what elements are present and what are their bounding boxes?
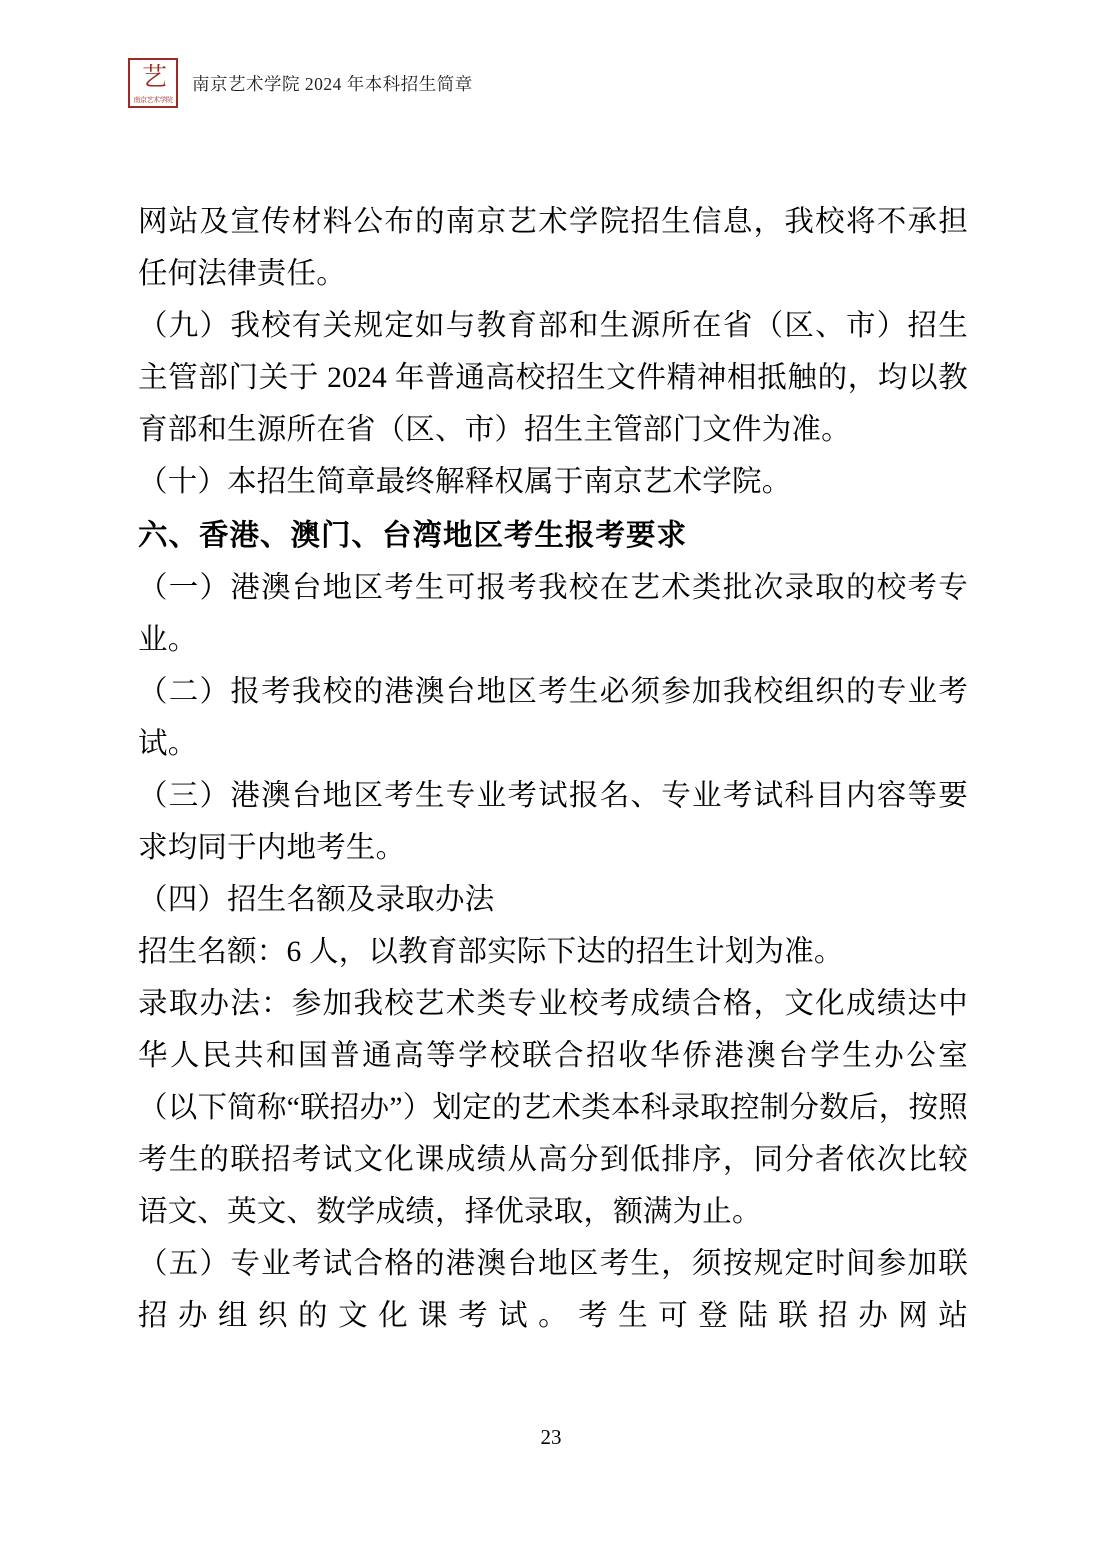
paragraph-item-5: （五）专业考试合格的港澳台地区考生，须按规定时间参加联招办组织的文化课考试。考生可登陆联招办网站 — [138, 1248, 968, 1332]
header-title: 南京艺术学院 2024 年本科招生简章 — [192, 73, 473, 94]
university-seal-logo — [128, 58, 178, 108]
paragraph-item-10: （十）本招生简章最终解释权属于南京艺术学院。 — [138, 466, 792, 498]
paragraph-item-1: （一）港澳台地区考生可报考我校在艺术类批次录取的校考专业。 — [138, 572, 968, 656]
section-heading-6: 六、香港、澳门、台湾地区考生报考要求 — [138, 520, 688, 552]
paragraph-item-4: （四）招生名额及录取办法 — [138, 884, 495, 916]
page-number: 23 — [540, 1425, 562, 1449]
document-body — [138, 196, 968, 1394]
seal-glyph: 艺 — [141, 62, 166, 91]
seal-subtext: 南京艺术学院 — [133, 96, 173, 104]
paragraph-item-3: （三）港澳台地区考生专业考试报名、专业考试科目内容等要求均同于内地考生。 — [138, 780, 968, 864]
paragraph-item-2: （二）报考我校的港澳台地区考生必须参加我校组织的专业考试。 — [138, 676, 968, 760]
paragraph-quota: 招生名额：6 人，以教育部实际下达的招生计划为准。 — [138, 936, 844, 968]
page-header — [128, 58, 473, 108]
paragraph-admission-method: 录取办法：参加我校艺术类专业校考成绩合格，文化成绩达中华人民共和国普通高等学校联合招收华侨港澳台学生办公室（以下简称“联招办”）划定的艺术类本科录取控制分数后，按照考生的联招考试文化课成绩从高分到低排序，同分者依次比较语文、英文、数学成绩，择优录取，额满为止。 — [138, 988, 968, 1228]
paragraph-item-9: （九）我校有关规定如与教育部和生源所在省（区、市）招生主管部门关于 2024 年普通高校招生文件精神相抵触的，均以教育部和生源所在省（区、市）招生主管部门文件为准。 — [138, 310, 968, 446]
paragraph-continued: 网站及宣传材料公布的南京艺术学院招生信息，我校将不承担任何法律责任。 — [138, 206, 968, 290]
